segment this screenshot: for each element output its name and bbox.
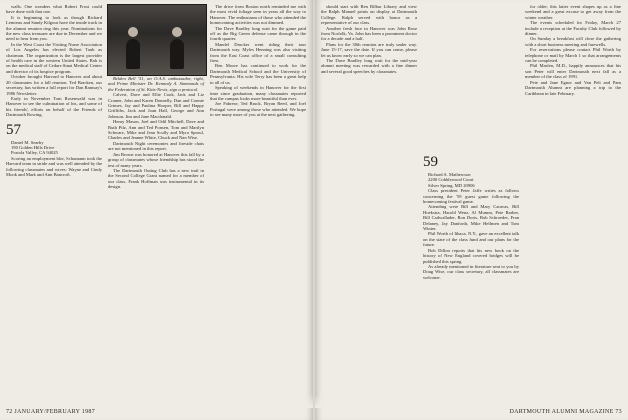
paragraph: The Dave Bradley long wait for the mid-year alumni meeting was rewarded with a fine dinner and several good speeches by classmates. xyxy=(321,58,417,74)
paragraph: Early in November Tom Rosenwald was in Hanover to see the culmination of his, and some of his friends', efforts on behalf of the Friends of Dartmouth Rowing. xyxy=(6,95,102,118)
paragraph: Mandel Drucker went riding their tour Dartmouth way. Myles Henning was also visiting from the East Coast office of a small consulting firm. xyxy=(210,41,306,64)
paragraph: Calvert, Dave and Ellie Cook, Jack and Liz Cramer, John and Karen Donnelly, Dan and Connie Grimes, Jay and Paulina Hooper, Bill and Happy Griffiths, Jack and Joan Hall, George and Ann Johnson, Jim and Jane Macdonald. xyxy=(108,92,204,119)
paragraph: Bob Dillon reports that his new book on the history of New England covered bridges will be published this spring. xyxy=(423,247,519,264)
paragraph: The Dave Bradley long wait for the game paid off as the Big Green defense came through in the fourth quarter. xyxy=(210,25,306,42)
paragraph: Scoring an employment blot, Schumann took the Harvard team in stride and was well attended by the following classmates and wives: Wayne and Cindy Mook and Mark and Ann Bancroft. xyxy=(6,155,102,177)
class-number-heading: 59 xyxy=(423,154,438,170)
paragraph: Pete and Jane Egnor and Van Pelt and Pam Dartmouth Alumni are planning a trip to the Caribbean in late February. xyxy=(525,79,621,96)
person-figure xyxy=(170,39,184,69)
paragraph: In the West Coast the Visiting Nurse Association of Los Angeles has elected Robert Taub as chairman. The organization is the largest provider of health care in the western United States. Bob is on the medical staff of Cedars-Sinai Medical Center and director of its hospice program. xyxy=(6,41,102,74)
paragraph: Henry Mason, Joel and Odil Mitchell, Dave and Ruth Pilz, Ann and Ted Ponsen, Tom and Marilyn Schwarz, Mike and Jean Scully and Myra Sproul, Charles and Jeanne White, Chuck and Nan Wise. xyxy=(108,119,204,141)
left-page xyxy=(0,0,313,420)
paragraph: Another fresh face in Hanover was John Rose from Norfolk, Va. John has been a prominent doctor for a decade and a half. xyxy=(321,25,417,42)
class-number-heading: 57 xyxy=(6,121,21,138)
paragraph: Phil Maslen, M.D., happily announces that his son Peter will enter Dartmouth next fall as a member of the class of 1991. xyxy=(525,63,621,80)
paragraph: For reservations please contact Phil Worth by telephone or mail by March 1 so that arrangements can be completed. xyxy=(525,47,621,64)
photo-caption: Belden Bell '51, an O.A.S. ambassador, right, and Prime Minister Dr. Kennedy A. Simmonds of the Federation of St. Kitts-Nevis, sign a protocol. xyxy=(108,76,204,92)
left-column-1 xyxy=(6,4,102,177)
person-head xyxy=(128,27,138,37)
paragraph: As already mentioned in literature sent to you by Doug Wise, our class secretary, all classmates are welcome. xyxy=(423,263,519,280)
paragraph: Joe Fabrese, Ted Bruck, Bryan Reed, and Joel Portugal were among those who attended. We hope to see many more of you at the next gathering. xyxy=(210,101,306,118)
page-bottom-fade xyxy=(315,394,628,408)
paragraph: The drive from Boston north reminded me with the most vivid foliage seen in years all the way to Hanover. The enthusiasm of those who attended the homecoming activities was not dimmed. xyxy=(210,4,306,26)
paragraph: Speaking of weekends in Hanover for the first time since graduation, many classmates reported that the campus looks more beautiful than ever. xyxy=(210,85,306,101)
paragraph: Attending were Bill and Mary Caravas, Bill Hoekstra, Harold Wenz, Al Mumm, Pete Barber, Bill Cadwallader, Ron Doris, Bob Schroeder, Fran Delaney, Jay Danforth, Mike Hellmen and Tom Winter. xyxy=(423,204,519,232)
right-column-2 xyxy=(423,150,519,280)
paragraph: The events scheduled for Friday, March 27 include a reception at the Faculty Club followed by dinner. xyxy=(525,20,621,37)
paragraph: Dartmouth Night ceremonies and fireside chats are not mentioned in this report. xyxy=(108,140,204,152)
paragraph: Ben Moore has continued to work for the Dartmouth Medical School and the University of Pennsylvania. His wife Terry has been a great help to all of us. xyxy=(210,63,306,85)
left-column-3 xyxy=(210,4,306,118)
paragraph: for older, this latter event shapes up as a fine weekend and a great excuse to get away from the winter weather. xyxy=(525,4,621,20)
page-footer: 72 JANUARY/FEBRUARY 1987 xyxy=(6,409,95,415)
person-head xyxy=(172,27,182,37)
left-column-2 xyxy=(108,4,204,190)
right-column-3 xyxy=(525,4,621,96)
address-line: Richard A. Mathewson xyxy=(428,172,471,177)
right-column-1 xyxy=(321,4,417,74)
address-line: 2200 Cobblewood Court xyxy=(428,177,474,183)
paragraph: Class president Peter Jaffe writes as follows concerning the '59 guest game following the homecoming festival game. xyxy=(423,188,519,205)
page-footer: DARTMOUTH ALUMNI MAGAZINE 73 xyxy=(509,409,622,415)
person-figure xyxy=(126,39,140,69)
signing-photo xyxy=(107,4,207,76)
paragraph: On Sunday a breakfast will close the gathering with a short business meeting and farewells. xyxy=(525,36,621,47)
class-secretary-address xyxy=(6,140,102,156)
paragraph: walls. One wonders what Robert Frost could have done with that one. xyxy=(6,4,102,15)
address-line: Daniel M. Searby xyxy=(11,139,44,145)
right-page xyxy=(315,0,628,420)
paragraph: October brought Harvard to Hanover and about 20 classmates for a fall reunion. Ted Bracken, our secretary, has written a full report for Dan Ramsay's 1986 Newsletter. xyxy=(6,74,102,96)
paragraph: Phil Worth of Ithaca, N.Y., gave an excellent talk on the state of the class fund and our plans for the future. xyxy=(423,231,519,248)
paragraph: Jim Brown was honored at Hanover this fall by a group of classmates whose friendship has stood the test of many years. xyxy=(108,151,204,168)
paragraph: The Dartmouth Outing Club has a new trail in the Second College Grant named for a member of our class. Frank Hoffman was instrumental in its design. xyxy=(108,167,204,190)
address-line: Silver Spring, MD 20906 xyxy=(428,182,475,188)
paragraph: Plans for the 30th reunion are truly under way. June 15-17, save the date. If you can come, please let us know early so we can plan. xyxy=(321,41,417,58)
class-secretary-address xyxy=(423,172,519,188)
address-line: Portola Valley, CA 94025 xyxy=(11,150,58,156)
page-bottom-fade xyxy=(0,394,313,408)
paragraph: should start with Ben Bilbar Library and view the Ralph Manuel prints on display at Dartmouth College. Ralph served with honor as a representative of our class. xyxy=(321,4,417,26)
address-line: 190 Golden Hills Drive xyxy=(11,144,55,150)
paragraph: It is beginning to look as though Richard Lemieux and Sandy Kilgour have the inside track in the alumni reunion ring this year. Nominations for the new class treasurer are due in December and we need to hear from you. xyxy=(6,14,102,42)
